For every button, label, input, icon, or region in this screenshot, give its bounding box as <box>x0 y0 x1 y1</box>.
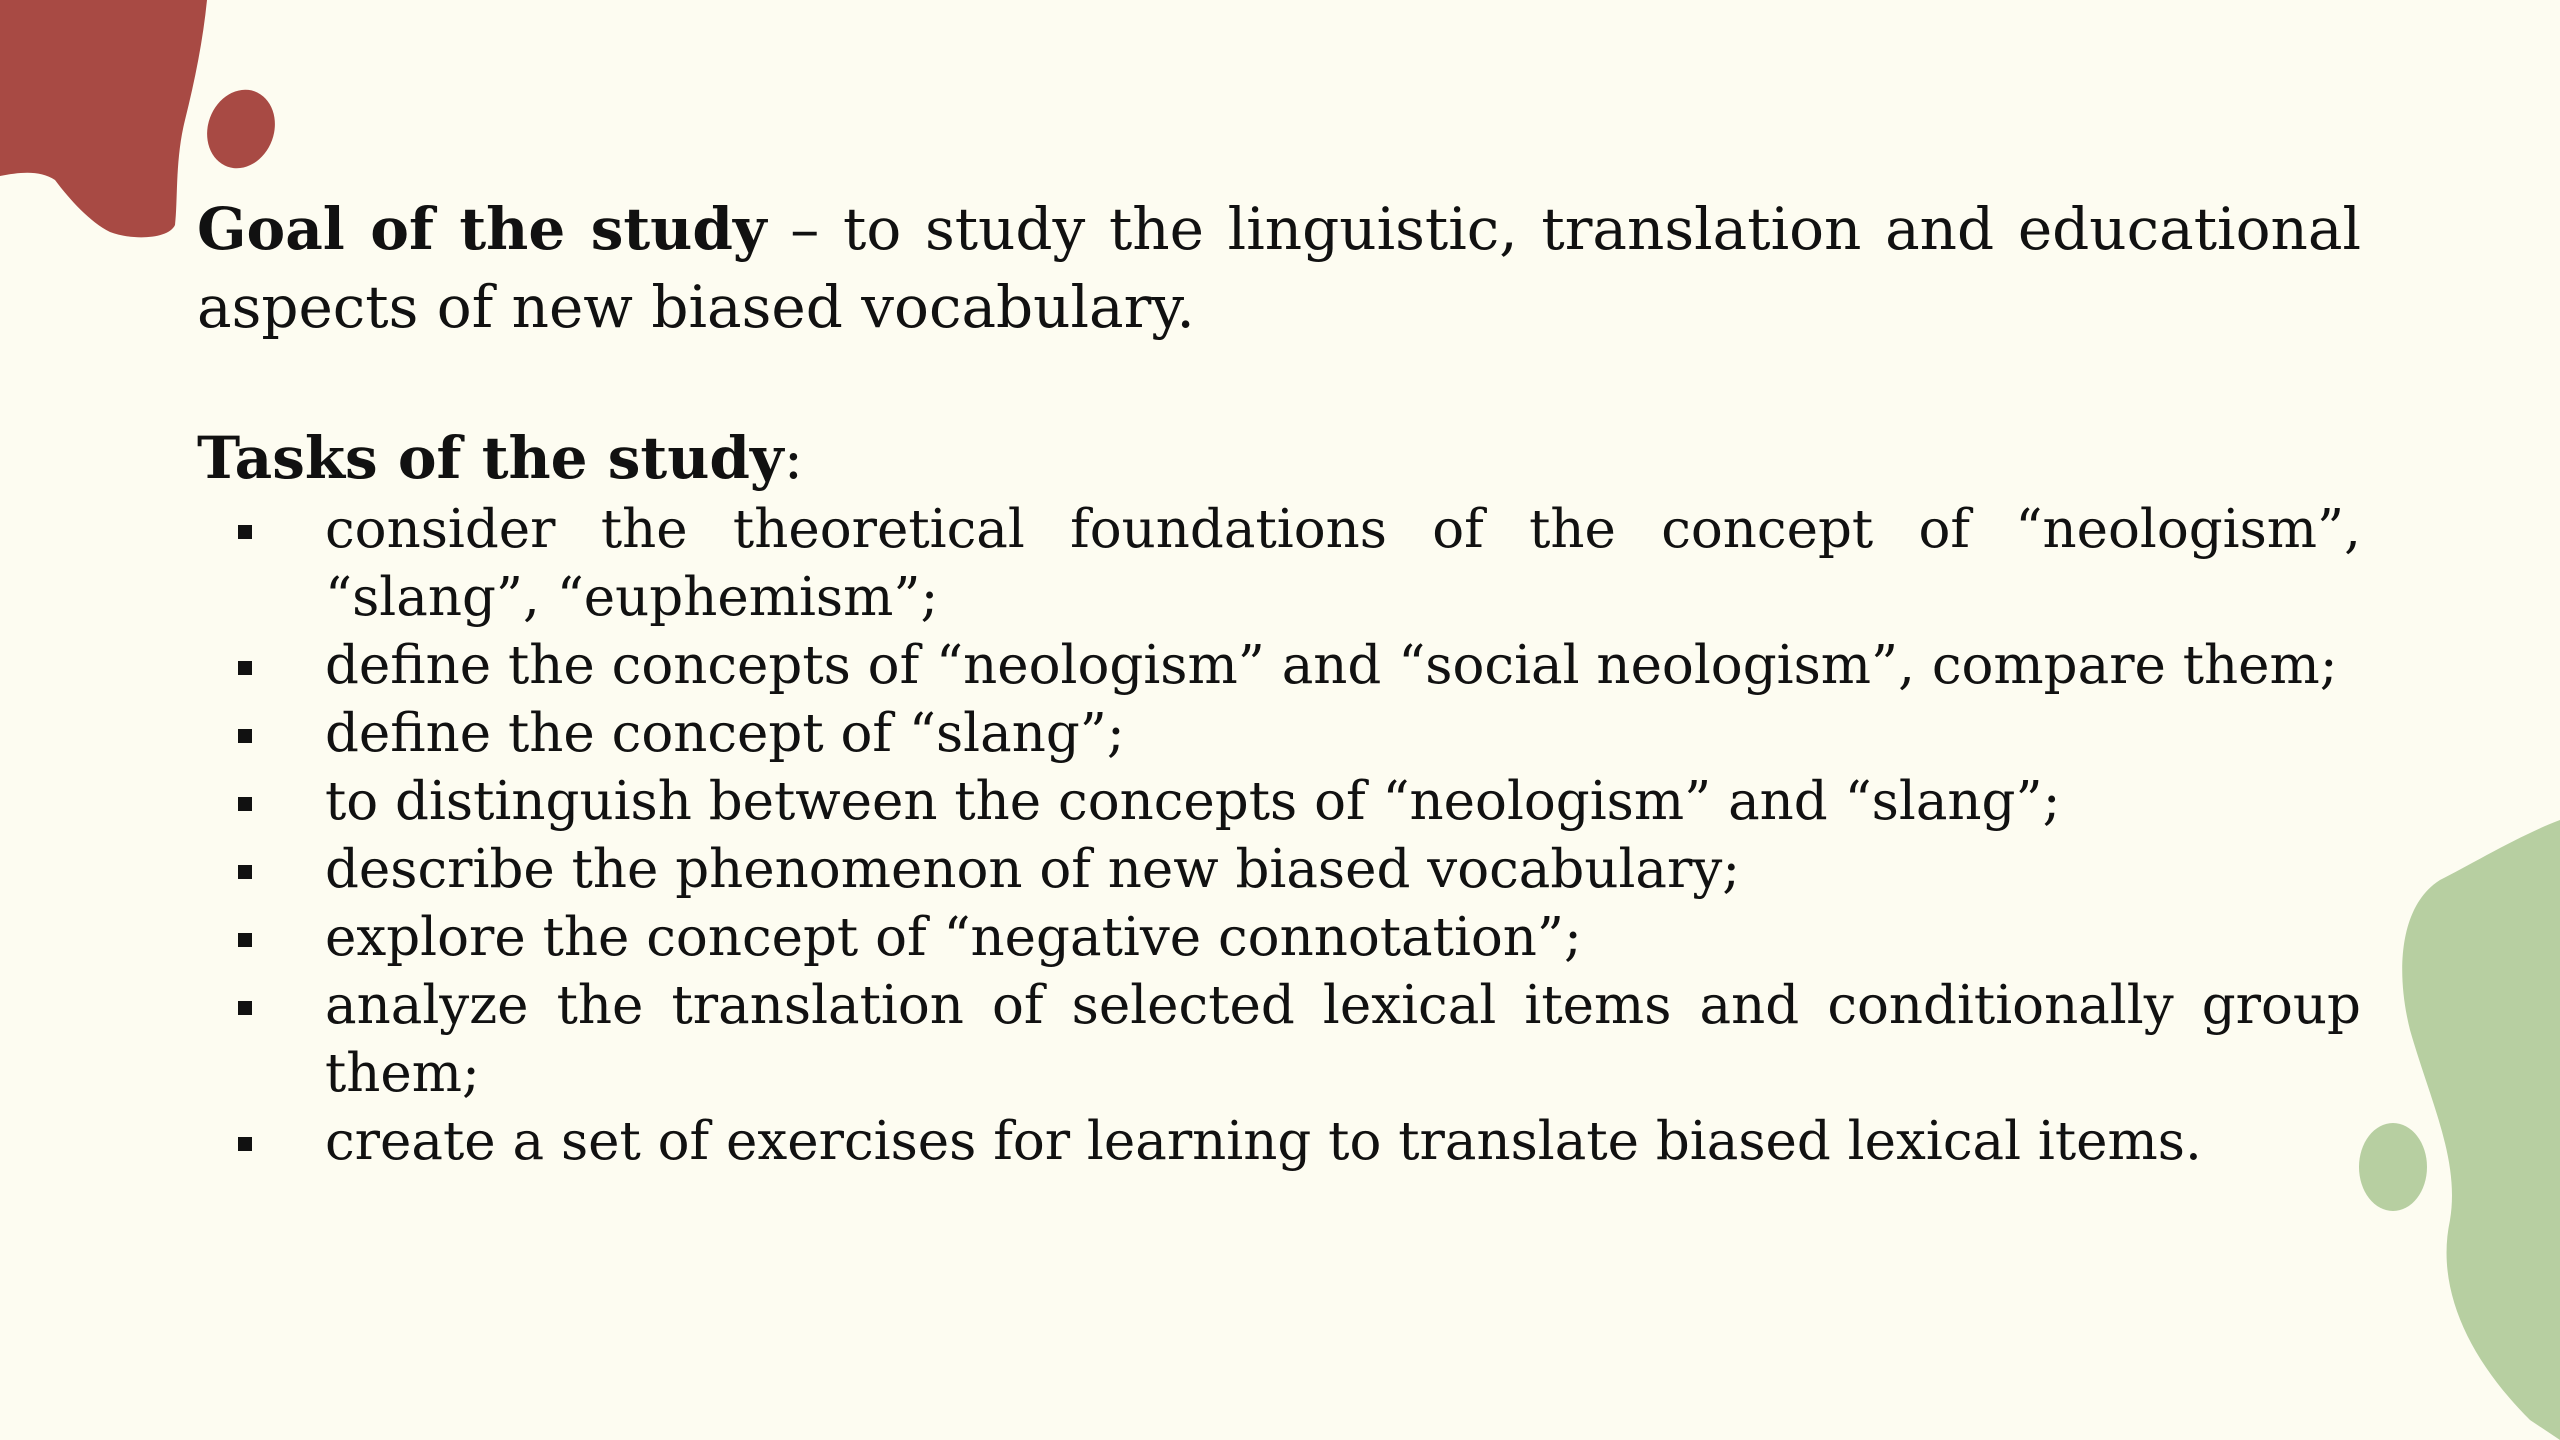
square-bullet-icon <box>238 933 252 947</box>
tasks-heading-colon: : <box>783 424 804 492</box>
task-text: analyze the translation of selected lexical items and conditionally group them; <box>325 975 2361 1104</box>
red-blob-dot <box>196 80 285 178</box>
goal-text: – to study the linguistic, translation and educational aspects of new biased vocabulary. <box>197 195 2361 341</box>
square-bullet-icon <box>238 1001 252 1015</box>
green-blob-right <box>2402 820 2560 1440</box>
task-text: explore the concept of “negative connotation”; <box>325 907 1582 968</box>
tasks-heading <box>197 420 2361 496</box>
tasks-heading-label: Tasks of the study <box>197 424 784 492</box>
task-text: consider the theoretical foundations of the concept of “neologism”, “slang”, “euphemism”; <box>325 499 2361 628</box>
list-item <box>197 1108 2361 1176</box>
list-item <box>197 632 2361 700</box>
green-blob-dot <box>2359 1123 2427 1211</box>
list-item <box>197 700 2361 768</box>
list-item <box>197 768 2361 836</box>
task-text: create a set of exercises for learning to translate biased lexical items. <box>325 1111 2202 1172</box>
square-bullet-icon <box>238 729 252 743</box>
list-item <box>197 836 2361 904</box>
tasks-list <box>197 496 2361 1176</box>
list-item <box>197 972 2361 1108</box>
goal-paragraph <box>197 190 2361 346</box>
slide-content <box>197 190 2361 1176</box>
task-text: define the concept of “slang”; <box>325 703 1125 764</box>
list-item <box>197 496 2361 632</box>
square-bullet-icon <box>238 797 252 811</box>
task-text: to distinguish between the concepts of “neologism” and “slang”; <box>325 771 2061 832</box>
square-bullet-icon <box>238 661 252 675</box>
task-text: describe the phenomenon of new biased vocabulary; <box>325 839 1741 900</box>
goal-heading: Goal of the study <box>197 195 767 263</box>
red-blob-corner <box>0 0 207 237</box>
task-text: define the concepts of “neologism” and “social neologism”, compare them; <box>325 635 2338 696</box>
square-bullet-icon <box>238 1137 252 1151</box>
square-bullet-icon <box>238 865 252 879</box>
square-bullet-icon <box>238 525 252 539</box>
list-item <box>197 904 2361 972</box>
